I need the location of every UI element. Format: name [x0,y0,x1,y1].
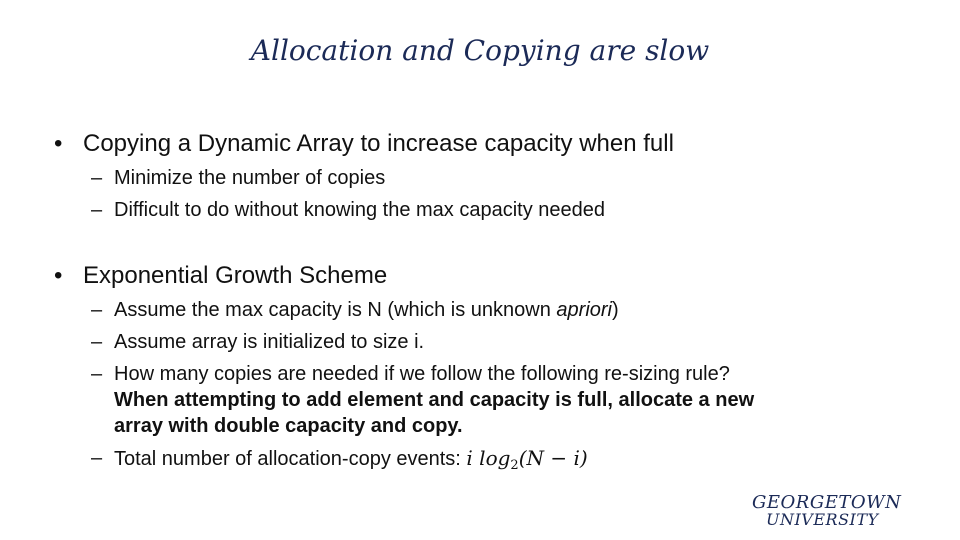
sub-bullet-text: Assume array is initialized to size i. [114,331,425,353]
sub-bullet-text: How many copies are needed if we follow the following re-sizing rule? [114,363,730,385]
formula-subscript: 2 [510,458,519,473]
formula [466,446,588,473]
dash-marker: – [91,199,103,221]
sub-bullet-text: Difficult to do without knowing the max capacity needed [114,199,606,221]
dash-marker: – [91,447,103,469]
dash-marker: – [91,299,103,321]
sub-bullet-text-italic: apriori [556,299,612,321]
bullet-marker: • [54,130,63,157]
dash-marker: – [91,363,103,385]
bold-rule-line: When attempting to add element and capacity is full, allocate a new [114,389,755,411]
sub-bullet-text-lead: Total number of allocation-copy events: [114,448,467,470]
georgetown-university-logo [752,494,932,530]
dash-marker: – [91,167,103,189]
sub-bullet-text: Minimize the number of copies [114,167,386,189]
sub-bullet-text-after: ) [611,299,619,321]
sub-bullet-text [114,298,619,322]
bullet-text: Exponential Growth Scheme [83,262,388,289]
formula-pre: i log [466,446,511,470]
formula-post: (N − i) [518,446,588,470]
logo-line-1: GEORGETOWN [752,492,902,513]
dash-marker: – [91,331,103,353]
bullet-text: Copying a Dynamic Array to increase capacity when full [83,130,674,157]
bold-rule-line: array with double capacity and copy. [114,415,463,437]
sub-bullet-text [114,446,588,478]
bullet-marker: • [54,262,63,289]
logo-line-2: UNIVERSITY [766,510,879,529]
sub-bullet-text-before: Assume the max capacity is N (which is unknown [114,299,557,321]
slide-title: Allocation and Copying are slow [250,34,710,67]
